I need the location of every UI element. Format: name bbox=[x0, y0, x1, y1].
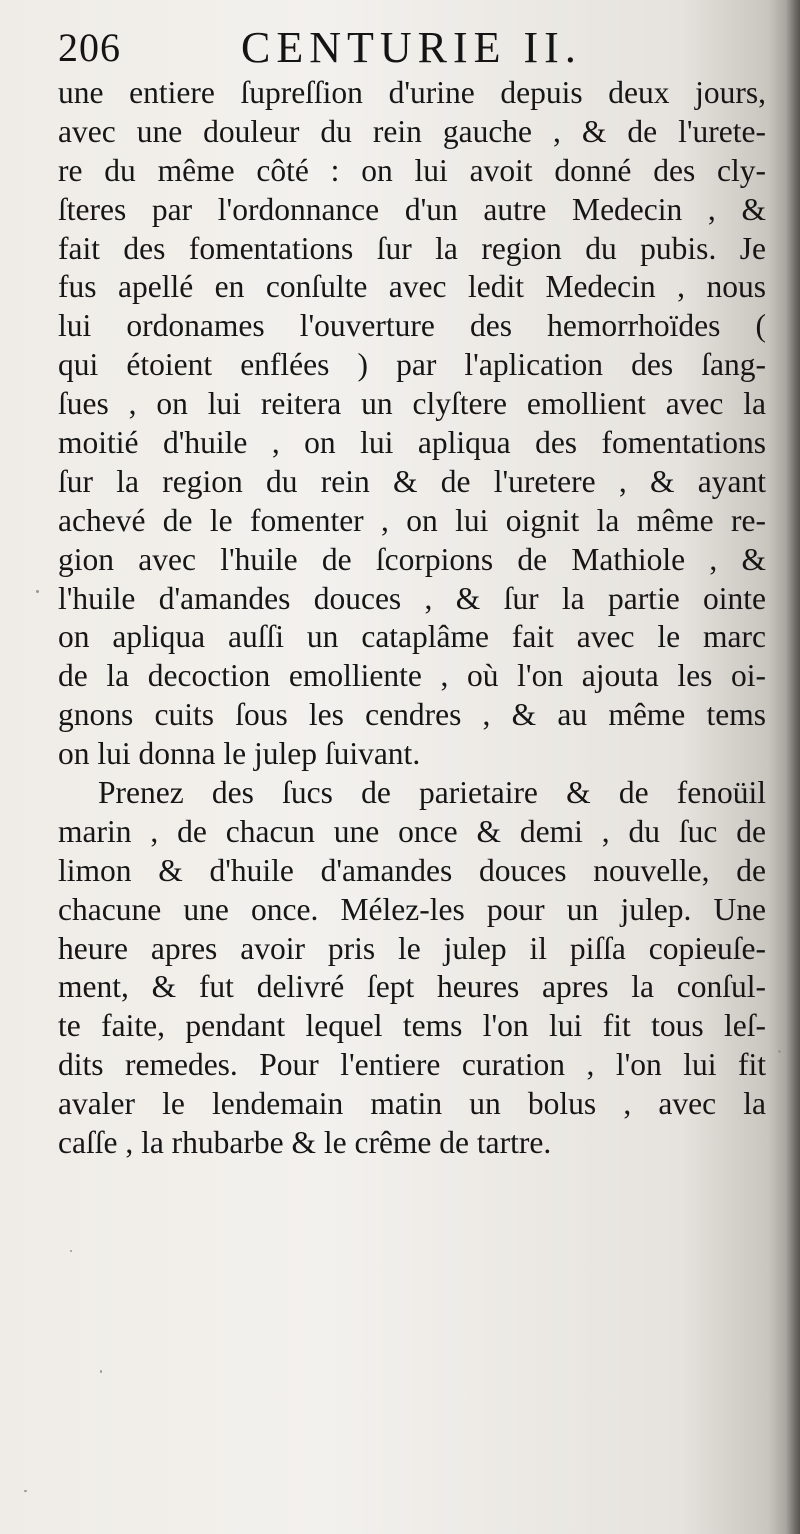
page-number: 206 bbox=[58, 25, 121, 70]
text-line: avaler le lendemain matin un bolus , avec la bbox=[58, 1086, 766, 1122]
text-line: fus apellé en conſulte avec ledit Medecin , nous bbox=[58, 269, 766, 305]
text-line: lui ordonames l'ouverture des hemorrhoïdes ( bbox=[58, 308, 766, 344]
paper-speck bbox=[70, 1250, 72, 1252]
text-line: Prenez des ſucs de parietaire & de fenoüil bbox=[98, 775, 766, 811]
text-line: marin , de chacun une once & demi , du ſuc de bbox=[58, 813, 766, 849]
text-line: ſues , on lui reitera un clyſtere emollient avec la bbox=[58, 386, 766, 422]
paper-speck bbox=[100, 1370, 102, 1373]
text-line: caſſe , la rhubarbe & le crême de tartre. bbox=[58, 1125, 552, 1161]
text-line: ſteres par l'ordonnance d'un autre Medecin , & bbox=[58, 191, 766, 227]
text-line: avec une douleur du rein gauche , & de l'urete- bbox=[58, 113, 766, 149]
text-line: limon & d'huile d'amandes douces nouvelle, de bbox=[58, 852, 766, 888]
text-line: achevé de le fomenter , on lui oignit la même re- bbox=[58, 502, 766, 538]
text-line: gion avec l'huile de ſcorpions de Mathiole , & bbox=[58, 541, 766, 577]
text-line: dits remedes. Pour l'entiere curation , l'on lui fit bbox=[58, 1047, 766, 1083]
body-text bbox=[58, 74, 766, 1163]
running-title: CENTURIE II. bbox=[241, 23, 582, 72]
text-line: re du même côté : on lui avoit donné des cly- bbox=[58, 152, 766, 188]
text-line: fait des fomentations ſur la region du pubis. Je bbox=[58, 230, 766, 266]
text-line: de la decoction emolliente , où l'on ajouta les oi- bbox=[58, 658, 766, 694]
paragraph-case-description bbox=[58, 74, 766, 774]
paper-speck bbox=[24, 1490, 27, 1492]
text-line: moitié d'huile , on lui apliqua des fomentations bbox=[58, 425, 766, 461]
text-line: chacune une once. Mélez-les pour un julep. Une bbox=[58, 891, 766, 927]
text-line: on lui donna le julep ſuivant. bbox=[58, 736, 421, 772]
text-line: ſur la region du rein & de l'uretere , & ayant bbox=[58, 463, 766, 499]
text-line: te faite, pendant lequel tems l'on lui fit tous leſ- bbox=[58, 1008, 766, 1044]
paper-speck bbox=[778, 1050, 781, 1053]
text-line: l'huile d'amandes douces , & ſur la partie ointe bbox=[58, 580, 766, 616]
paper-speck bbox=[36, 590, 39, 593]
text-line: qui étoient enflées ) par l'aplication des ſang- bbox=[58, 347, 766, 383]
running-head bbox=[58, 22, 658, 82]
text-line: on apliqua auſſi un cataplâme fait avec le marc bbox=[58, 619, 766, 655]
text-line: une entiere ſupreſſion d'urine depuis deux jours, bbox=[58, 75, 766, 110]
text-line: gnons cuits ſous les cendres , & au même tems bbox=[58, 697, 766, 733]
text-line: ment, & fut delivré ſept heures apres la conſul- bbox=[58, 969, 766, 1005]
text-line: heure apres avoir pris le julep il piſſa copieuſe- bbox=[58, 930, 766, 966]
paragraph-prescription bbox=[58, 774, 766, 1163]
